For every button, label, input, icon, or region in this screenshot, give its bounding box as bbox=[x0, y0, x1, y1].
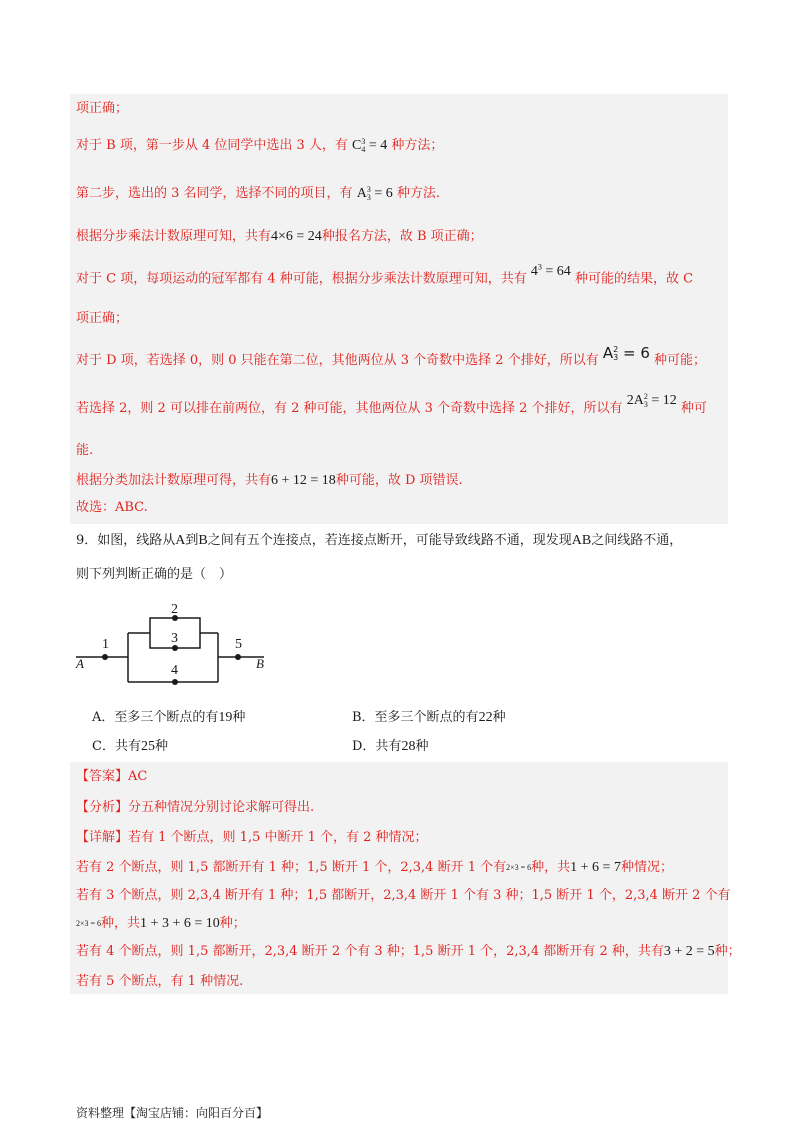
detail-line-4: 2×3 = 6种，共1 + 3 + 6 = 10种； bbox=[76, 916, 246, 931]
question-line-2: 则下列判断正确的是（ ） bbox=[76, 567, 233, 582]
solution-line-2: 对于 B 项，第一步从 4 位同学中选出 3 人，有 C 3 4 = 4 种方法； bbox=[76, 136, 444, 154]
formula-product: 4×6 = 24 bbox=[271, 229, 322, 244]
formula-a33: A 3 3 = 6 bbox=[356, 184, 393, 202]
solution-block bbox=[70, 94, 728, 524]
detail-line-5: 若有 4 个断点，则 1,5 都断开，2,3,4 断开 2 个有 3 种；1,5 断开 1 个，2,3,4 都断开有 2 种，共有3 + 2 = 5种； bbox=[76, 944, 741, 959]
answer-line: 【答案】AC bbox=[76, 769, 148, 784]
solution-line-6: 项正确； bbox=[76, 311, 129, 326]
formula-c43: C 3 4 = 4 bbox=[352, 136, 388, 154]
option-b[interactable]: B．至多三个断点的有22种 bbox=[352, 710, 506, 725]
solution-line-3: 第二步，选出的 3 名同学，选择不同的项目，有 A 3 3 = 6 种方法. bbox=[76, 184, 440, 202]
solution-line-11: 故选：ABC. bbox=[76, 500, 148, 515]
option-a[interactable]: A．至多三个断点的有19种 bbox=[92, 710, 246, 725]
formula-2a32: 2A 2 3 = 12 bbox=[626, 391, 677, 409]
detail-line-2: 若有 2 个断点，则 1,5 都断开有 1 种；1,5 断开 1 个，2,3,4 断开 1 个有2×3 = 6种，共1 + 6 = 7种情况； bbox=[76, 860, 673, 875]
solution-line-9: 能. bbox=[76, 443, 94, 458]
label-a: A bbox=[76, 656, 84, 671]
option-d[interactable]: D．共有28种 bbox=[352, 739, 429, 754]
formula-a32: A 2 3 = 6 bbox=[602, 344, 650, 362]
node-label-2: 2 bbox=[171, 602, 178, 617]
solution-line-8: 若选择 2，则 2 可以排在前两位，有 2 种可能，其他两位从 3 个奇数中选择 2 个排好，所以有 2A 2 3 = 12 种可 bbox=[76, 391, 707, 416]
formula-power: $4^3 = 64$ bbox=[530, 262, 571, 279]
node-label-5: 5 bbox=[235, 637, 242, 652]
solution-line-5: 对于 C 项，每项运动的冠军都有 4 种可能，根据分步乘法计数原理可知，共有 $4^3 = 64$ 种可能的结果，故 C bbox=[76, 262, 694, 287]
solution-line-10: 根据分类加法计数原理可得，共有6 + 12 = 18种可能，故 D 项错误. bbox=[76, 473, 463, 488]
formula-sum: 6 + 12 = 18 bbox=[271, 473, 336, 488]
question-line-1: 9．如图，线路从A到B之间有五个连接点，若连接点断开，可能导致线路不通，现发现AB之间线路不通， bbox=[76, 533, 683, 548]
solution-line-1: 项正确； bbox=[76, 101, 129, 116]
detail-line-6: 若有 5 个断点，有 1 种情况. bbox=[76, 974, 244, 989]
detail-line-3: 若有 3 个断点，则 2,3,4 断开有 1 种；1,5 都断开，2,3,4 断开 1 个有 3 种；1,5 断开 1 个，2,3,4 断开 2 个有 bbox=[76, 888, 731, 903]
node-label-1: 1 bbox=[102, 637, 109, 652]
analysis-line: 【分析】分五种情况分别讨论求解可得出. bbox=[76, 800, 315, 815]
label-b: B bbox=[256, 656, 264, 671]
solution-line-7: 对于 D 项，若选择 0，则 0 只能在第二位，其他两位从 3 个奇数中选择 2 个排好，所以有 A 2 3 = 6 种可能； bbox=[76, 344, 707, 368]
footer-text: 资料整理【淘宝店铺：向阳百分百】 bbox=[76, 1106, 269, 1120]
detail-line-1: 【详解】若有 1 个断点，则 1,5 中断开 1 个，有 2 种情况； bbox=[76, 830, 428, 845]
solution-line-4: 根据分步乘法计数原理可知，共有4×6 = 24种报名方法，故 B 项正确； bbox=[76, 229, 483, 244]
circuit-diagram bbox=[72, 600, 272, 690]
node-label-4: 4 bbox=[171, 663, 178, 678]
node-label-3: 3 bbox=[171, 631, 178, 646]
option-c[interactable]: C．共有25种 bbox=[92, 739, 168, 754]
